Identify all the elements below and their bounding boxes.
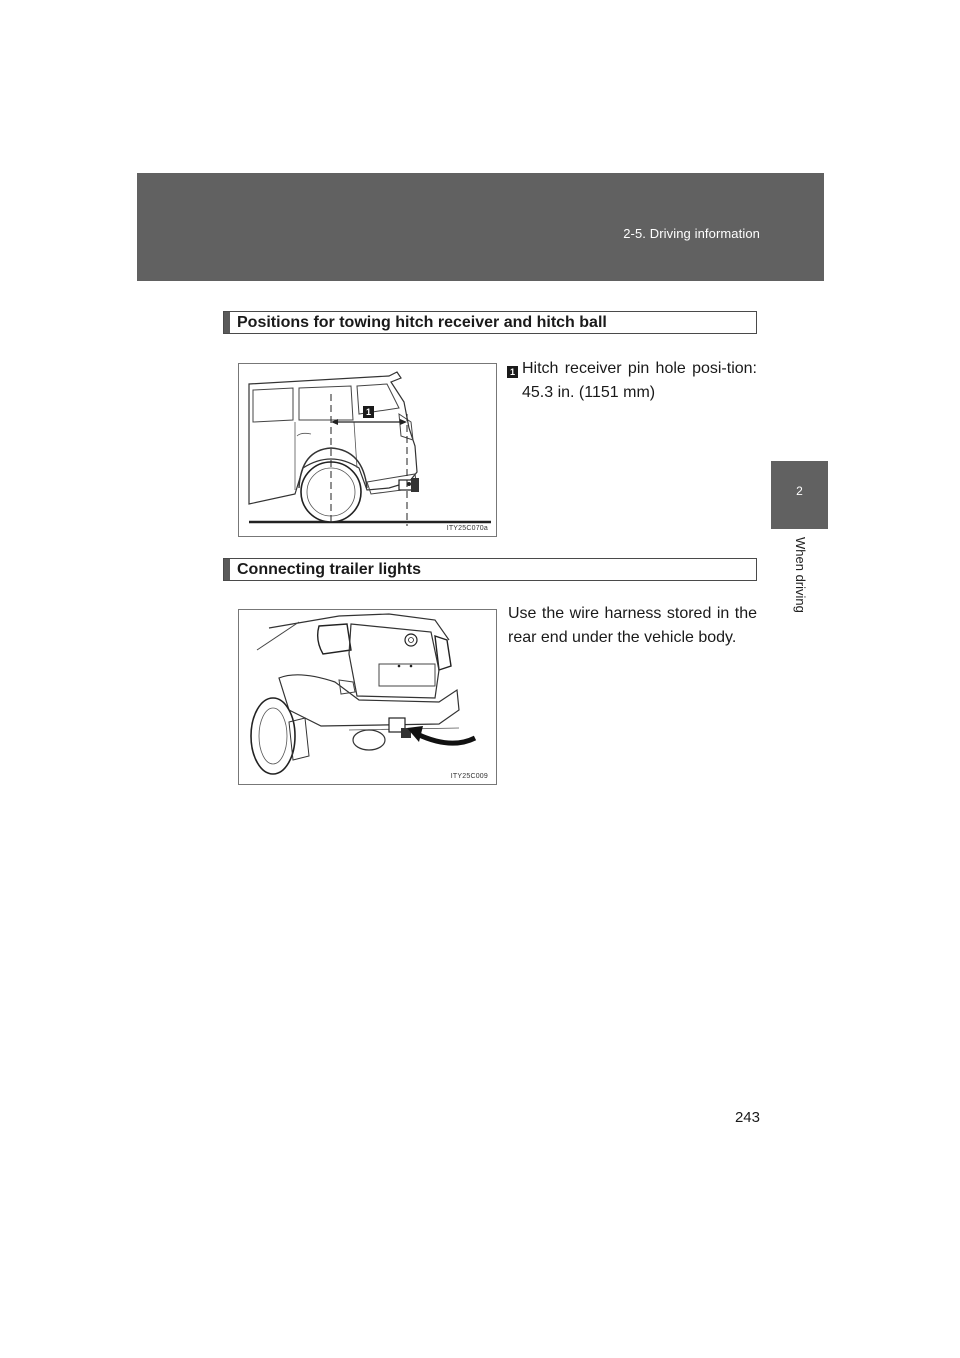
section-heading-trailer-lights: [223, 558, 757, 581]
hitch-receiver-position-text: Hitch receiver pin hole posi-tion: 45.3 in. (1151 mm): [522, 360, 757, 401]
vehicle-rear-illustration: [239, 610, 496, 784]
page-header: [137, 173, 824, 281]
figure-hitch-position: [238, 363, 497, 537]
figure-code: ITY25C070a: [446, 525, 488, 532]
section-heading-text: Connecting trailer lights: [237, 560, 422, 578]
chapter-label: When driving: [793, 537, 808, 613]
page-number: 243: [734, 1109, 760, 1126]
section-heading-hitch-positions: [223, 311, 757, 334]
item-marker-1: 1: [507, 366, 518, 378]
chapter-number: 2: [796, 484, 803, 498]
section-title: 2-5. Driving information: [623, 226, 760, 241]
figure-callout-1: 1: [363, 406, 374, 418]
wire-harness-text: Use the wire harness stored in the rear end under the vehicle body.: [508, 605, 757, 646]
figure-code: ITY25C009: [450, 773, 488, 780]
figure-trailer-lights: [238, 609, 497, 785]
vehicle-side-illustration: [239, 364, 496, 536]
section-heading-text: Positions for towing hitch receiver and hitch ball: [237, 313, 607, 331]
chapter-tab: [771, 461, 828, 529]
